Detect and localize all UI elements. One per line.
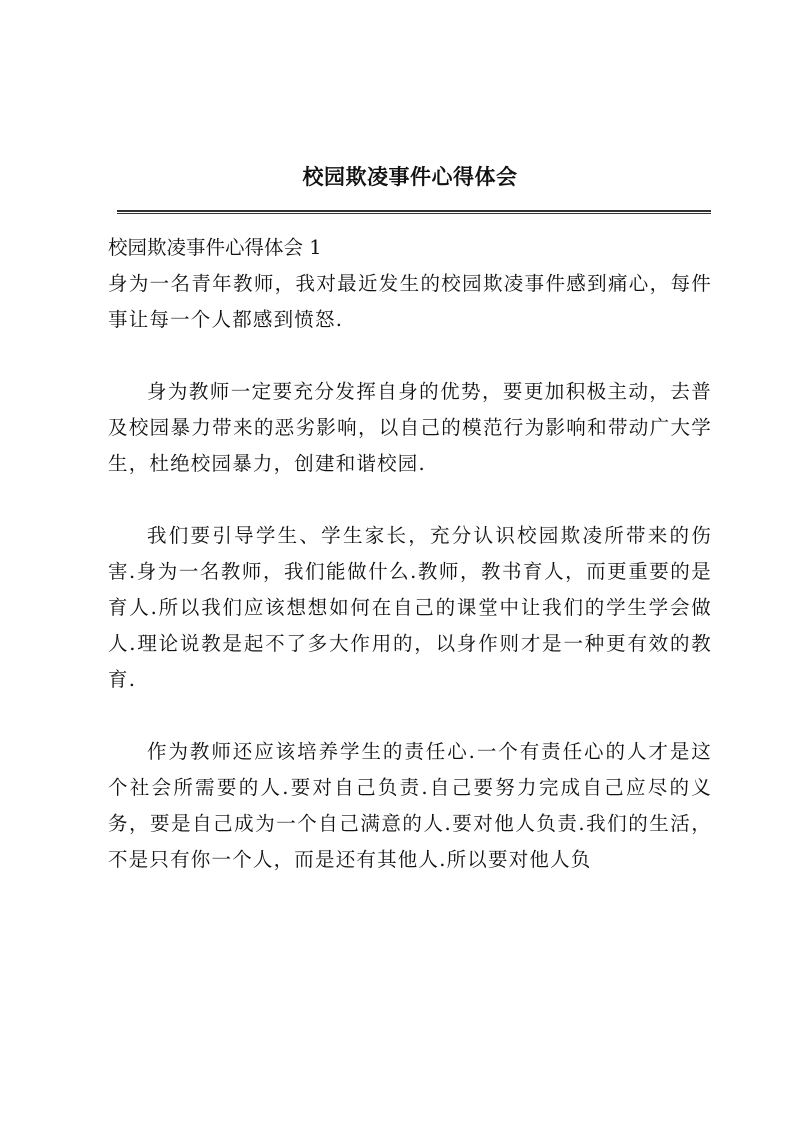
paragraph-4: 作为教师还应该培养学生的责任心.一个有责任心的人才是这个社会所需要的人.要对自己负责.自己要努力完成自己应尽的义务，要是自己成为一个自己满意的人.要对他人负责.我们的生活，不是只有你一个人，而是还有其他人.所以要对他人负 [108, 740, 712, 871]
document-body [108, 230, 712, 878]
paragraph-2: 身为教师一定要充分发挥自身的优势，要更加积极主动，去普及校园暴力带来的恶劣影响，以自己的模范行为影响和带动广大学生，杜绝校园暴力，创建和谐校园. [108, 380, 712, 475]
section-heading: 校园欺凌事件心得体会 1 [108, 236, 322, 259]
paragraph-gap [108, 698, 712, 734]
paragraph-1: 身为一名青年教师，我对最近发生的校园欺凌事件感到痛心，每件事让每一个人都感到愤怒. [108, 272, 712, 331]
paragraph-gap [108, 482, 712, 518]
paragraph-3: 我们要引导学生、学生家长，充分认识校园欺凌所带来的伤害.身为一名教师，我们能做什么.教师，教书育人，而更重要的是育人.所以我们应该想想如何在自己的课堂中让我们的学生学会做人.理论说教是起不了多大作用的，以身作则才是一种更有效的教育. [108, 524, 712, 691]
title-divider [117, 210, 711, 214]
document-title: 校园欺凌事件心得体会 [302, 164, 518, 189]
paragraph-gap [108, 338, 712, 374]
